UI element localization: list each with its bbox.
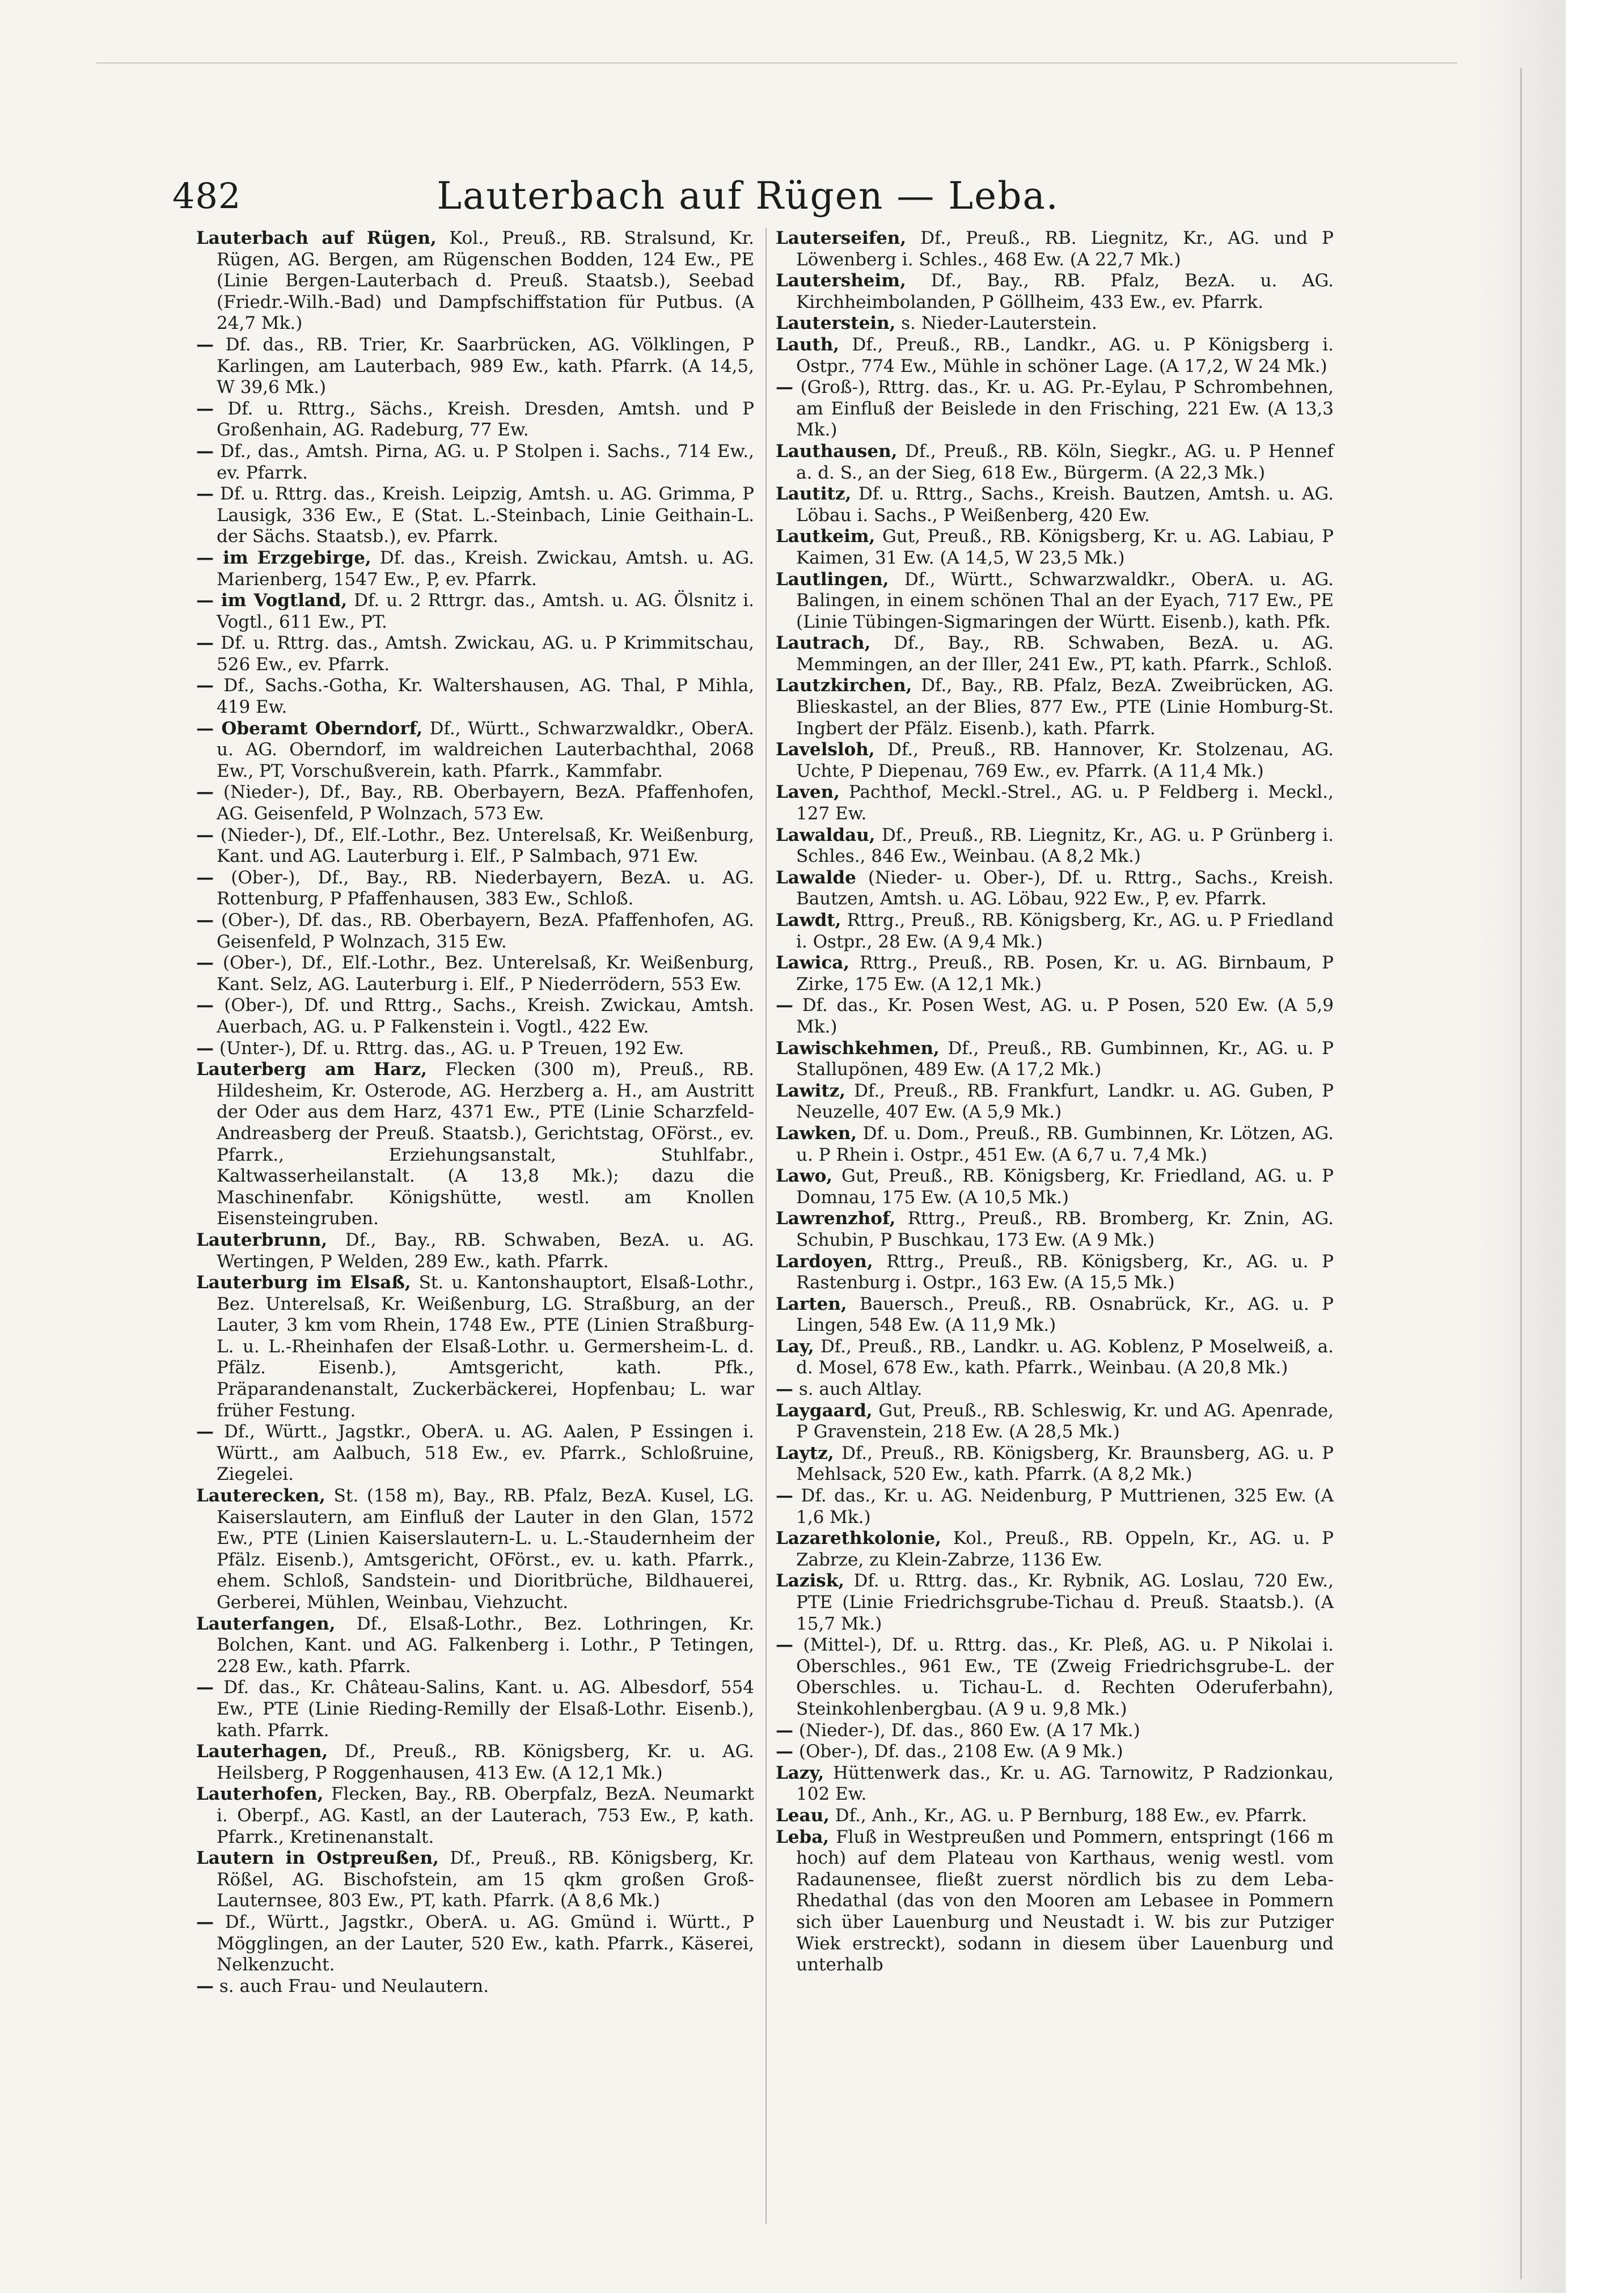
dictionary-entry <box>196 484 754 548</box>
dictionary-entry <box>776 995 1334 1038</box>
entry-headword: — <box>196 995 214 1016</box>
dictionary-entry <box>776 782 1334 824</box>
entry-headword: Lawaldau, <box>776 824 876 845</box>
entry-text: Rttrg., Preuß., RB. Posen, Kr. u. AG. Birnbaum, P Zirke, 175 Ew. (A 12,1 Mk.) <box>796 953 1334 995</box>
entry-headword: Lauterburg im Elsaß, <box>196 1272 411 1293</box>
entry-text: (Ober-), Df. und Rttrg., Sachs., Kreish. Zwickau, Amtsh. Auerbach, AG. u. P Falkenstein i. Vogtl., 422 Ew. <box>214 995 754 1037</box>
entry-headword: Lauterbrunn, <box>196 1229 328 1250</box>
entry-text: s. auch Altlay. <box>793 1379 923 1400</box>
entry-headword: — <box>776 1379 793 1400</box>
page-number: 482 <box>172 175 242 217</box>
dictionary-entry <box>196 825 754 868</box>
entry-text: Df., Bay., RB. Pfalz, BezA. Zweibrücken, AG. Blieskastel, an der Blies, 877 Ew., PTE (Linie Homburg-St. Ingbert der Pfälz. Eisenb.), kath. Pfarrk. <box>796 675 1334 739</box>
entry-headword: — <box>196 1911 214 1932</box>
page-edge-line <box>1520 68 1522 2279</box>
entry-text: Df., das., Amtsh. Pirna, AG. u. P Stolpen i. Sachs., 714 Ew., ev. Pfarrk. <box>214 441 754 483</box>
entry-headword: — <box>196 824 214 845</box>
dictionary-entry <box>776 1720 1334 1742</box>
entry-text: Df., Sachs.-Gotha, Kr. Waltershausen, AG. Thal, P Mihla, 419 Ew. <box>214 675 754 718</box>
dictionary-entry <box>196 1614 754 1678</box>
entry-text: Df. u. 2 Rttrgr. das., Amtsh. u. AG. Ölsnitz i. Vogtl., 611 Ew., PT. <box>217 590 754 632</box>
entry-headword: Laven, <box>776 782 840 803</box>
dictionary-entry <box>196 675 754 718</box>
entry-headword: Lautrach, <box>776 633 871 654</box>
entry-text: Df., Preuß., RB. Königsberg, Kr. Braunsberg, AG. u. P Mehlsack, 520 Ew., kath. Pfarrk. (A 8,2 Mk.) <box>796 1442 1334 1485</box>
entry-text: Gut, Preuß., RB. Schleswig, Kr. und AG. Apenrade, P Gravenstein, 218 Ew. (A 28,5 Mk.) <box>796 1400 1334 1442</box>
entry-headword: Lazisk, <box>776 1571 844 1592</box>
entry-headword: — <box>776 377 793 398</box>
entry-text: Df., Preuß., RB., Landkr., AG. u. P Königsberg i. Ostpr., 774 Ew., Mühle in schöner Lage. (A 17,2, W 24 Mk.) <box>796 334 1334 376</box>
entry-text: Kol., Preuß., RB. Stralsund, Kr. Rügen, AG. Bergen, am Rügenschen Bodden, 124 Ew., PE (Linie Bergen-Lauterbach d. Preuß. Staatsb.), Seebad (Friedr.-Wilh.-Bad) und Dampfschiffstation für Putbus. (A 24,7 Mk.) <box>217 228 754 334</box>
dictionary-entry <box>776 484 1334 526</box>
entry-headword: Lawo, <box>776 1166 833 1187</box>
entry-text: Df., Preuß., RB. Hannover, Kr. Stolzenau, AG. Uchte, P Diepenau, 769 Ew., ev. Pfarrk. (A 11,4 Mk.) <box>796 739 1334 781</box>
dictionary-entry <box>776 1486 1334 1528</box>
dictionary-entry <box>776 335 1334 377</box>
top-scan-rule <box>96 62 1457 64</box>
entry-headword: Lauterstein, <box>776 313 896 334</box>
entry-headword: — Oberamt Oberndorf, <box>196 718 423 739</box>
entry-text: Gut, Preuß., RB. Königsberg, Kr. u. AG. Labiau, P Kaimen, 31 Ew. (A 14,5, W 23,5 Mk.) <box>796 526 1334 568</box>
dictionary-entry <box>196 441 754 484</box>
dictionary-entry <box>196 995 754 1038</box>
entry-text: (Groß-), Rttrg. das., Kr. u. AG. Pr.-Eylau, P Schrombehnen, am Einfluß der Beislede in den Frisching, 221 Ew. (A 13,3 Mk.) <box>793 377 1334 441</box>
dictionary-entry <box>776 441 1334 484</box>
entry-headword: Leba, <box>776 1826 830 1847</box>
entry-text: Df., Württ., Schwarzwaldkr., OberA. u. AG. Oberndorf, im waldreichen Lauterbachthal, 2068 Ew., PT, Vorschußverein, kath. Pfarrk., Kammfabr. <box>217 718 754 781</box>
dictionary-entry <box>776 228 1334 270</box>
entry-headword: Laygaard, <box>776 1400 873 1421</box>
entry-text: Df. u. Dom., Preuß., RB. Gumbinnen, Kr. Lötzen, AG. u. P Rhein i. Ostpr., 451 Ew. (A 6,7 u. 7,4 Mk.) <box>796 1123 1334 1165</box>
entry-text: Kol., Preuß., RB. Oppeln, Kr., AG. u. P Zabrze, zu Klein-Zabrze, 1136 Ew. <box>796 1528 1334 1570</box>
entry-headword: — <box>776 1486 793 1507</box>
page-header <box>172 169 1323 231</box>
entry-headword: Lawischkehmen, <box>776 1038 940 1059</box>
entry-headword: Lautlingen, <box>776 569 889 590</box>
entry-headword: Lauth, <box>776 334 840 355</box>
entry-text: Df., Württ., Jagstkr., OberA. u. AG. Aalen, P Essingen i. Württ., am Aalbuch, 518 Ew., ev. Pfarrk., Schloßruine, Ziegelei. <box>214 1422 754 1485</box>
entry-text: Bauersch., Preuß., RB. Osnabrück, Kr., AG. u. P Lingen, 548 Ew. (A 11,9 Mk.) <box>796 1293 1334 1336</box>
entry-headword: Lauterhagen, <box>196 1741 328 1762</box>
entry-headword: — <box>776 1741 793 1762</box>
entry-headword: — im Erzgebirge, <box>196 547 371 568</box>
entry-text: Df., Preuß., RB. Frankfurt, Landkr. u. AG. Guben, P Neuzelle, 407 Ew. (A 5,9 Mk.) <box>796 1080 1334 1123</box>
dictionary-entry <box>776 1528 1334 1571</box>
entry-headword: Lay, <box>776 1336 814 1357</box>
entry-text: (Ober-), Df. das., 2108 Ew. (A 9 Mk.) <box>793 1741 1123 1762</box>
dictionary-entry <box>776 739 1334 782</box>
entry-text: Df., Preuß., RB. Königsberg, Kr. Rößel, AG. Bischofstein, am 15 qkm großen Groß-Lauternsee, 803 Ew., PT, kath. Pfarrk. (A 8,6 Mk.) <box>217 1848 754 1911</box>
dictionary-entry <box>196 1848 754 1912</box>
entry-text: Df. u. Rttrg., Sächs., Kreish. Dresden, Amtsh. und P Großenhain, AG. Radeburg, 77 Ew. <box>214 398 754 441</box>
entry-headword: Lauthausen, <box>776 441 898 462</box>
dictionary-entry <box>196 399 754 441</box>
dictionary-entry <box>776 1827 1334 1976</box>
entry-text: Df. u. Rttrg. das., Kr. Rybnik, AG. Loslau, 720 Ew., PTE (Linie Friedrichsgrube-Tichau d. Preuß. Staatsb.). (A 15,7 Mk.) <box>796 1571 1334 1634</box>
entry-text: s. auch Frau- und Neulautern. <box>214 1975 489 1996</box>
dictionary-entry <box>196 1230 754 1272</box>
entry-headword: — <box>196 484 214 505</box>
entry-text: Hüttenwerk das., Kr. u. AG. Tarnowitz, P Radzionkau, 102 Ew. <box>796 1762 1334 1805</box>
entry-headword: Lauterbach auf Rügen, <box>196 228 437 248</box>
dictionary-entry <box>196 633 754 675</box>
entry-text: Df., Elsaß-Lothr., Bez. Lothringen, Kr. Bolchen, Kant. und AG. Falkenberg i. Lothr., P Tetingen, 228 Ew., kath. Pfarrk. <box>217 1613 754 1677</box>
entry-text: Df., Preuß., RB. Liegnitz, Kr., AG. und P Löwenberg i. Schles., 468 Ew. (A 22,7 Mk.) <box>796 228 1334 270</box>
entry-text: Df., Preuß., RB. Liegnitz, Kr., AG. u. P Grünberg i. Schles., 846 Ew., Weinbau. (A 8,2 Mk.) <box>796 824 1334 867</box>
entry-headword: Lardoyen, <box>776 1251 873 1272</box>
dictionary-entry <box>196 1038 754 1060</box>
entry-text: Rttrg., Preuß., RB. Bromberg, Kr. Znin, AG. Schubin, P Buschkau, 173 Ew. (A 9 Mk.) <box>796 1208 1334 1250</box>
dictionary-entry <box>776 910 1334 953</box>
dictionary-entry <box>776 526 1334 569</box>
dictionary-entry <box>776 313 1334 335</box>
entry-text: Df., Preuß., RB., Landkr. u. AG. Koblenz, P Moselweiß, a. d. Mosel, 678 Ew., kath. Pfarrk., Weinbau. (A 20,8 Mk.) <box>796 1336 1334 1378</box>
entry-headword: — <box>196 1422 214 1442</box>
dictionary-entry <box>776 377 1334 441</box>
dictionary-entry <box>776 1166 1334 1208</box>
dictionary-entry <box>196 868 754 910</box>
dictionary-entry <box>196 335 754 399</box>
dictionary-entry <box>776 1571 1334 1635</box>
entry-text: Flecken (300 m), Preuß., RB. Hildesheim, Kr. Osterode, AG. Herzberg a. H., am Austritt der Oder aus dem Harz, 4371 Ew., PTE (Linie Scharzfeld-Andreasberg der Preuß. Staatsb.), Gerichtstag, OFörst., ev. Pfarrk., Erziehungsanstalt, Stuhlfabr., Kaltwasserheilanstalt. (A 13,8 Mk.); dazu die Maschinenfabr. Königshütte, westl. am Knollen Eisensteingruben. <box>217 1059 754 1229</box>
dictionary-entry <box>776 953 1334 995</box>
entry-text: Flecken, Bay., RB. Oberpfalz, BezA. Neumarkt i. Oberpf., AG. Kastl, an der Lauterach, 753 Ew., P, kath. Pfarrk., Kretinenanstalt. <box>217 1784 754 1847</box>
entry-text: Df. u. Rttrg. das., Kreish. Leipzig, Amtsh. u. AG. Grimma, P Lausigk, 336 Ew., E (Stat. L.-Steinbach, Linie Geithain-L. der Sächs. Staatsb.), ev. Pfarrk. <box>214 484 754 547</box>
dictionary-entry <box>196 782 754 824</box>
entry-headword: Lautern in Ostpreußen, <box>196 1848 439 1869</box>
entry-headword: Lazy, <box>776 1762 824 1783</box>
entry-headword: — <box>196 1975 214 1996</box>
entry-headword: — <box>196 441 214 462</box>
entry-headword: — <box>776 1635 793 1656</box>
entry-headword: — <box>776 995 793 1016</box>
dictionary-entry <box>196 1059 754 1230</box>
dictionary-entry <box>776 1251 1334 1294</box>
entry-text: (Ober-), Df., Bay., RB. Niederbayern, BezA. u. AG. Rottenburg, P Pfaffenhausen, 383 Ew., Schloß. <box>214 867 754 909</box>
entry-headword: Lawitz, <box>776 1080 846 1101</box>
entry-headword: Lawalde <box>776 867 856 888</box>
entry-headword: Lauterseifen, <box>776 228 907 248</box>
dictionary-entry <box>196 1486 754 1614</box>
entry-text: Df., Württ., Jagstkr., OberA. u. AG. Gmünd i. Württ., P Mögglingen, an der Lauter, 520 Ew., kath. Pfarrk., Käserei, Nelkenzucht. <box>214 1911 754 1975</box>
entry-headword: — <box>196 1677 214 1698</box>
entry-headword: — <box>196 953 214 974</box>
dictionary-entry <box>196 590 754 633</box>
dictionary-entry <box>776 633 1334 675</box>
entry-headword: Lawica, <box>776 953 850 974</box>
dictionary-entry <box>776 1336 1334 1379</box>
entry-text: Df., Bay., RB. Pfalz, BezA. u. AG. Kirchheimbolanden, P Göllheim, 433 Ew., ev. Pfarrk. <box>796 270 1334 312</box>
dictionary-entry <box>776 270 1334 313</box>
running-head: Lauterbach auf Rügen — Leba. <box>437 174 1059 218</box>
entry-headword: Lazarethkolonie, <box>776 1528 941 1549</box>
entry-headword: — <box>196 910 214 930</box>
entry-text: Gut, Preuß., RB. Königsberg, Kr. Friedland, AG. u. P Domnau, 175 Ew. (A 10,5 Mk.) <box>796 1166 1334 1208</box>
entry-text: Df., Preuß., RB. Königsberg, Kr. u. AG. Heilsberg, P Roggenhausen, 413 Ew. (A 12,1 Mk.) <box>217 1741 754 1783</box>
entry-text: s. Nieder-Lauterstein. <box>895 313 1097 334</box>
dictionary-entry <box>196 953 754 995</box>
entry-text: (Nieder-), Df., Bay., RB. Oberbayern, BezA. Pfaffenhofen, AG. Geisenfeld, P Wolnzach, 573 Ew. <box>214 782 754 824</box>
dictionary-entry <box>196 1741 754 1784</box>
entry-text: Df., Bay., RB. Schwaben, BezA. u. AG. Wertingen, P Welden, 289 Ew., kath. Pfarrk. <box>217 1229 754 1272</box>
entry-headword: Lautzkirchen, <box>776 675 912 696</box>
dictionary-entry <box>196 1784 754 1848</box>
entry-text: Df., Preuß., RB. Köln, Siegkr., AG. u. P Hennef a. d. S., an der Sieg, 618 Ew., Bürgerm. (A 22,3 Mk.) <box>796 441 1334 483</box>
entry-text: Df. das., RB. Trier, Kr. Saarbrücken, AG. Völklingen, P Karlingen, am Lauterbach, 989 Ew., kath. Pfarrk. (A 14,5, W 39,6 Mk.) <box>214 334 754 398</box>
entry-text: Df. das., Kr. Château-Salins, Kant. u. AG. Albesdorf, 554 Ew., PTE (Linie Rieding-Remilly der Elsaß-Lothr. Eisenb.), kath. Pfarrk. <box>214 1677 754 1741</box>
entry-text: Df. u. Rttrg., Sachs., Kreish. Bautzen, Amtsh. u. AG. Löbau i. Sachs., P Weißenberg, 420 Ew. <box>796 484 1334 526</box>
entry-headword: Leau, <box>776 1805 830 1826</box>
entry-headword: Lawrenzhof, <box>776 1208 896 1229</box>
entry-headword: Lawken, <box>776 1123 857 1144</box>
dictionary-entry <box>196 228 754 335</box>
dictionary-entry <box>776 1294 1334 1336</box>
entry-text: Df., Preuß., RB. Gumbinnen, Kr., AG. u. P Stallupönen, 489 Ew. (A 17,2 Mk.) <box>796 1038 1334 1080</box>
dictionary-entry <box>776 1401 1334 1443</box>
entry-headword: — <box>196 633 214 654</box>
entry-headword: — <box>196 1038 214 1059</box>
dictionary-entry <box>196 718 754 782</box>
dictionary-entry <box>776 868 1334 910</box>
dictionary-entry <box>196 910 754 953</box>
entry-headword: Lavelsloh, <box>776 739 875 760</box>
entry-text: Rttrg., Preuß., RB. Königsberg, Kr., AG. u. P Rastenburg i. Ostpr., 163 Ew. (A 15,5 Mk.) <box>796 1251 1334 1293</box>
entry-headword: — <box>196 867 214 888</box>
dictionary-entry <box>776 1443 1334 1486</box>
dictionary-entry <box>776 1123 1334 1166</box>
entry-headword: Lautkeim, <box>776 526 876 547</box>
entry-text: Df., Bay., RB. Schwaben, BezA. u. AG. Memmingen, an der Iller, 241 Ew., PT, kath. Pfarrk., Schloß. <box>796 633 1334 675</box>
dictionary-entry <box>196 1912 754 1976</box>
entry-text: Pachthof, Meckl.-Strel., AG. u. P Feldberg i. Meckl., 127 Ew. <box>796 782 1334 824</box>
entry-text: (Mittel-), Df. u. Rttrg. das., Kr. Pleß, AG. u. P Nikolai i. Oberschles., 961 Ew., TE (Zweig Friedrichsgrube-L. der Oberschles. u. Tichau-L. d. Rechten Oderuferbahn), Steinkohlenbergbau. (A 9 u. 9,8 Mk.) <box>793 1635 1334 1719</box>
entry-headword: — <box>196 782 214 803</box>
entry-headword: Lautitz, <box>776 484 852 505</box>
dictionary-entry <box>776 1081 1334 1123</box>
column-divider <box>766 228 767 2224</box>
entry-headword: Lauterhofen, <box>196 1784 324 1805</box>
entry-text: (Nieder-), Df., Elf.-Lothr., Bez. Unterelsaß, Kr. Weißenburg, Kant. und AG. Lauterburg i. Elf., P Salmbach, 971 Ew. <box>214 824 754 867</box>
entry-text: (Nieder-), Df. das., 860 Ew. (A 17 Mk.) <box>793 1720 1140 1741</box>
entry-headword: — <box>196 398 214 419</box>
entry-text: Fluß in Westpreußen und Pommern, entspringt (166 m hoch) auf dem Plateau von Karthaus, wenig westl. vom Radaunensee, fließt zuerst nördlich bis zu dem Leba-Rhedathal (das von den Mooren am Lebasee in Pommern sich über Lauenburg und Neustadt i. W. bis zur Putziger Wiek erstreckt), sodann in diesem über Lauenburg und unterhalb <box>796 1826 1334 1975</box>
dictionary-entry <box>776 1038 1334 1081</box>
entry-text: St. (158 m), Bay., RB. Pfalz, BezA. Kusel, LG. Kaiserslautern, am Einfluß der Lauter in den Glan, 1572 Ew., PTE (Linien Kaiserslautern-L. u. L.-Staudernheim der Pfälz. Eisenb.), Amtsgericht, OFörst., ev. u. kath. Pfarrk., ehem. Schloß, Sandstein- und Dioritbrüche, Bildhauerei, Gerberei, Mühlen, Weinbau, Viehzucht. <box>217 1486 754 1613</box>
entry-headword: — im Vogtland, <box>196 590 348 611</box>
entry-columns <box>196 228 1347 2235</box>
dictionary-entry <box>776 569 1334 633</box>
entry-text: Df. das., Kr. Posen West, AG. u. P Posen, 520 Ew. (A 5,9 Mk.) <box>793 995 1334 1037</box>
entry-headword: Lauterecken, <box>196 1486 325 1507</box>
dictionary-entry <box>776 1379 1334 1401</box>
dictionary-entry <box>196 548 754 590</box>
dictionary-entry <box>196 1422 754 1486</box>
dictionary-entry <box>776 1805 1334 1827</box>
entry-text: Df. das., Kreish. Zwickau, Amtsh. u. AG. Marienberg, 1547 Ew., P, ev. Pfarrk. <box>217 547 754 590</box>
dictionary-entry <box>776 675 1334 739</box>
entry-headword: — <box>776 1720 793 1741</box>
entry-text: Df. u. Rttrg. das., Amtsh. Zwickau, AG. u. P Krimmitschau, 526 Ew., ev. Pfarrk. <box>214 633 754 675</box>
right-column <box>776 228 1334 1976</box>
entry-text: Df. das., Kr. u. AG. Neidenburg, P Muttrienen, 325 Ew. (A 1,6 Mk.) <box>793 1486 1334 1528</box>
entry-headword: Larten, <box>776 1293 847 1314</box>
dictionary-entry <box>776 1741 1334 1763</box>
dictionary-entry <box>776 1635 1334 1720</box>
entry-text: St. u. Kantonshauptort, Elsaß-Lothr., Bez. Unterelsaß, Kr. Weißenburg, LG. Straßburg, an der Lauter, 3 km vom Rhein, 1748 Ew., PTE (Linien Straßburg-L. u. L.-Rheinhafen der Elsaß-Lothr. u. Germersheim-L. d. Pfälz. Eisenb.), Amtsgericht, kath. Pfk., Präparandenanstalt, Zuckerbäckerei, Hopfenbau; L. war früher Festung. <box>217 1272 754 1421</box>
dictionary-entry <box>196 1976 754 1998</box>
dictionary-entry <box>776 825 1334 868</box>
entry-text: (Unter-), Df. u. Rttrg. das., AG. u. P Treuen, 192 Ew. <box>214 1038 684 1059</box>
dictionary-entry <box>196 1272 754 1422</box>
entry-headword: Lautersheim, <box>776 270 906 291</box>
entry-headword: Laytz, <box>776 1442 834 1463</box>
entry-headword: — <box>196 675 214 696</box>
dictionary-entry <box>776 1208 1334 1251</box>
entry-text: (Ober-), Df. das., RB. Oberbayern, BezA. Pfaffenhofen, AG. Geisenfeld, P Wolnzach, 315 Ew. <box>214 910 754 952</box>
entry-headword: — <box>196 334 214 355</box>
entry-headword: Lawdt, <box>776 910 841 930</box>
entry-text: Df., Anh., Kr., AG. u. P Bernburg, 188 Ew., ev. Pfarrk. <box>829 1805 1307 1826</box>
entry-text: (Ober-), Df., Elf.-Lothr., Bez. Unterelsaß, Kr. Weißenburg, Kant. Selz, AG. Lauterburg i. Elf., P Niederrödern, 553 Ew. <box>214 953 754 995</box>
entry-text: Df., Württ., Schwarzwaldkr., OberA. u. AG. Balingen, in einem schönen Thal an der Eyach, 717 Ew., PE (Linie Tübingen-Sigmaringen der Württ. Eisenb.), kath. Pfk. <box>796 569 1334 632</box>
dictionary-entry <box>776 1763 1334 1805</box>
entry-text: Rttrg., Preuß., RB. Königsberg, Kr., AG. u. P Friedland i. Ostpr., 28 Ew. (A 9,4 Mk.) <box>796 910 1334 952</box>
dictionary-entry <box>196 1677 754 1741</box>
page-edge <box>1477 0 1624 2293</box>
entry-headword: Lauterberg am Harz, <box>196 1059 427 1080</box>
left-column <box>196 228 754 1997</box>
entry-text: (Nieder- u. Ober-), Df. u. Rttrg., Sachs., Kreish. Bautzen, Amtsh. u. AG. Löbau, 922 Ew., P, ev. Pfarrk. <box>796 867 1334 909</box>
entry-headword: Lauterfangen, <box>196 1613 336 1634</box>
